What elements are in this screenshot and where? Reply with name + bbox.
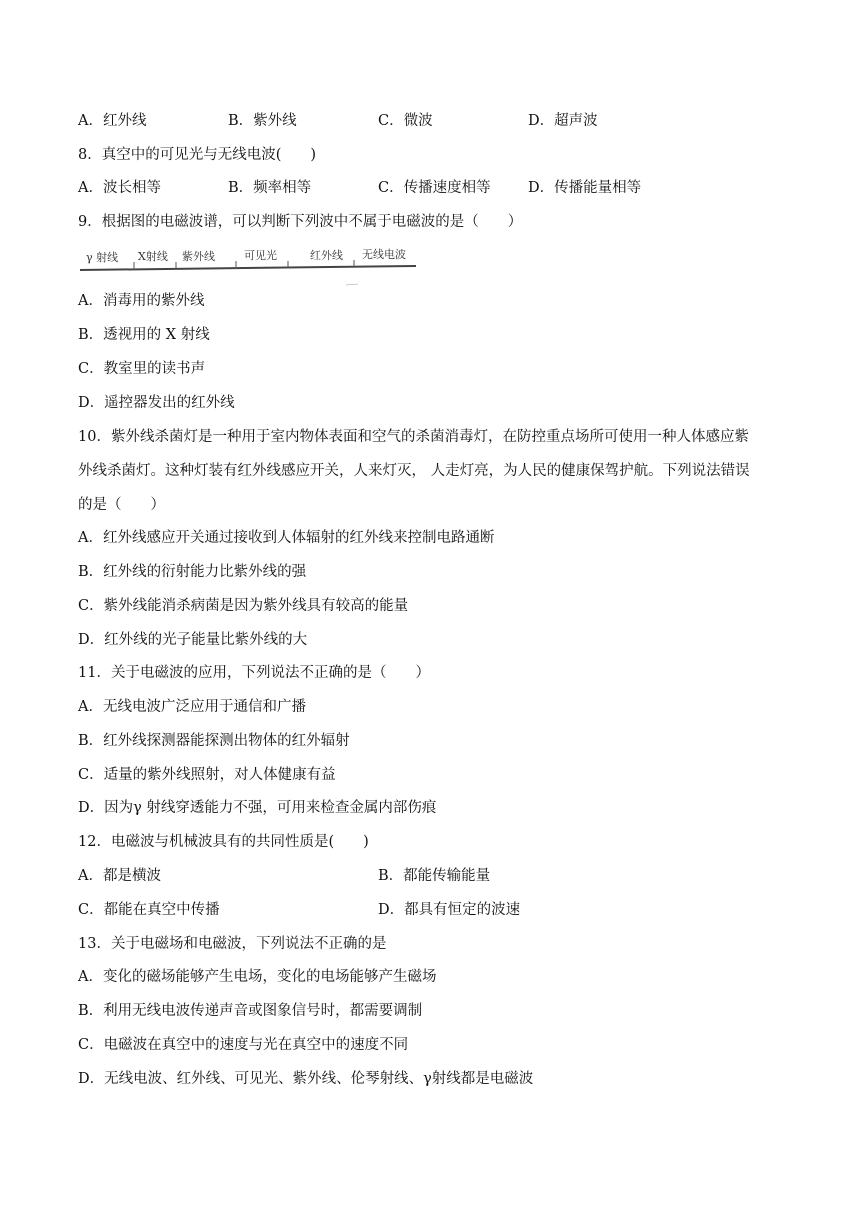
q9-stem: 9．根据图的电磁波谱，可以判断下列波中不属于电磁波的是（ ） — [78, 214, 523, 230]
q11-option-a: A．无线电波广泛应用于通信和广播 — [78, 699, 306, 715]
q7-option-d: D．超声波 — [528, 113, 598, 129]
q12-option-a: A．都是横波 — [78, 868, 161, 884]
q10-option-c: C．紫外线能消杀病菌是因为紫外线具有较高的能量 — [78, 598, 409, 614]
q11-option-c: C．适量的紫外线照射，对人体健康有益 — [78, 767, 336, 783]
q9-option-d: D．遥控器发出的红外线 — [78, 395, 235, 411]
q8-option-c: C．传播速度相等 — [378, 180, 491, 196]
q10-option-d: D．红外线的光子能量比紫外线的大 — [78, 632, 308, 648]
q8-stem: 8．真空中的可见光与无线电波( ) — [78, 147, 317, 163]
q8-option-b: B．频率相等 — [228, 180, 312, 196]
q11-option-b: B．红外线探测器能探测出物体的红外辐射 — [78, 733, 350, 749]
q12-stem: 12．电磁波与机械波具有的共同性质是( ) — [78, 834, 369, 850]
q10-stem-line-1: 10．紫外线杀菌灯是一种用于室内物体表面和空气的杀菌消毒灯，在防控重点场所可使用一种人体感应紫 — [78, 429, 749, 445]
q8-option-d: D．传播能量相等 — [528, 180, 642, 196]
q10-stem-line-3: 的是（ ） — [78, 497, 165, 513]
spectrum-label-radio: 无线电波 — [362, 248, 406, 261]
spectrum-label-gamma: γ 射线 — [86, 251, 119, 264]
em-spectrum-figure — [78, 243, 420, 289]
spectrum-axis-line — [80, 266, 416, 270]
q7-option-a: A．红外线 — [78, 113, 147, 129]
q11-stem: 11．关于电磁波的应用，下列说法不正确的是（ ） — [78, 665, 430, 681]
q13-option-d: D．无线电波、红外线、可见光、紫外线、伦琴射线、γ射线都是电磁波 — [78, 1071, 534, 1087]
q9-option-a: A．消毒用的紫外线 — [78, 293, 205, 309]
q8-option-a: A．波长相等 — [78, 180, 161, 196]
q12-option-d: D．都具有恒定的波速 — [378, 902, 521, 918]
q13-option-a: A．变化的磁场能够产生电场，变化的电场能够产生磁场 — [78, 969, 437, 985]
q12-option-c: C．都能在真空中传播 — [78, 902, 220, 918]
q10-option-b: B．红外线的衍射能力比紫外线的强 — [78, 564, 307, 580]
q9-option-b: B．透视用的 X 射线 — [78, 327, 210, 343]
q13-option-c: C．电磁波在真空中的速度与光在真空中的速度不同 — [78, 1037, 409, 1053]
spectrum-label-uv: 紫外线 — [182, 250, 215, 263]
q13-stem: 13．关于电磁场和电磁波，下列说法不正确的是 — [78, 936, 387, 952]
q10-stem-line-2: 外线杀菌灯。这种灯装有红外线感应开关，人来灯灭， 人走灯亮，为人民的健康保驾护航。下列说法错误 — [78, 463, 750, 479]
q9-option-c: C．教室里的读书声 — [78, 361, 206, 377]
spectrum-label-visible: 可见光 — [244, 249, 277, 262]
spectrum-label-xray: X射线 — [138, 250, 168, 263]
q10-option-a: A．红外线感应开关通过接收到人体辐射的红外线来控制电路通断 — [78, 530, 495, 546]
q7-option-b: B．紫外线 — [228, 113, 297, 129]
q13-option-b: B．利用无线电波传递声音或图象信号时，都需要调制 — [78, 1003, 423, 1019]
q11-option-d: D．因为γ 射线穿透能力不强，可用来检查金属内部伤痕 — [78, 800, 437, 816]
q7-option-c: C．微波 — [378, 113, 433, 129]
q12-option-b: B．都能传输能量 — [378, 868, 491, 884]
spectrum-label-infrared: 红外线 — [310, 249, 343, 262]
